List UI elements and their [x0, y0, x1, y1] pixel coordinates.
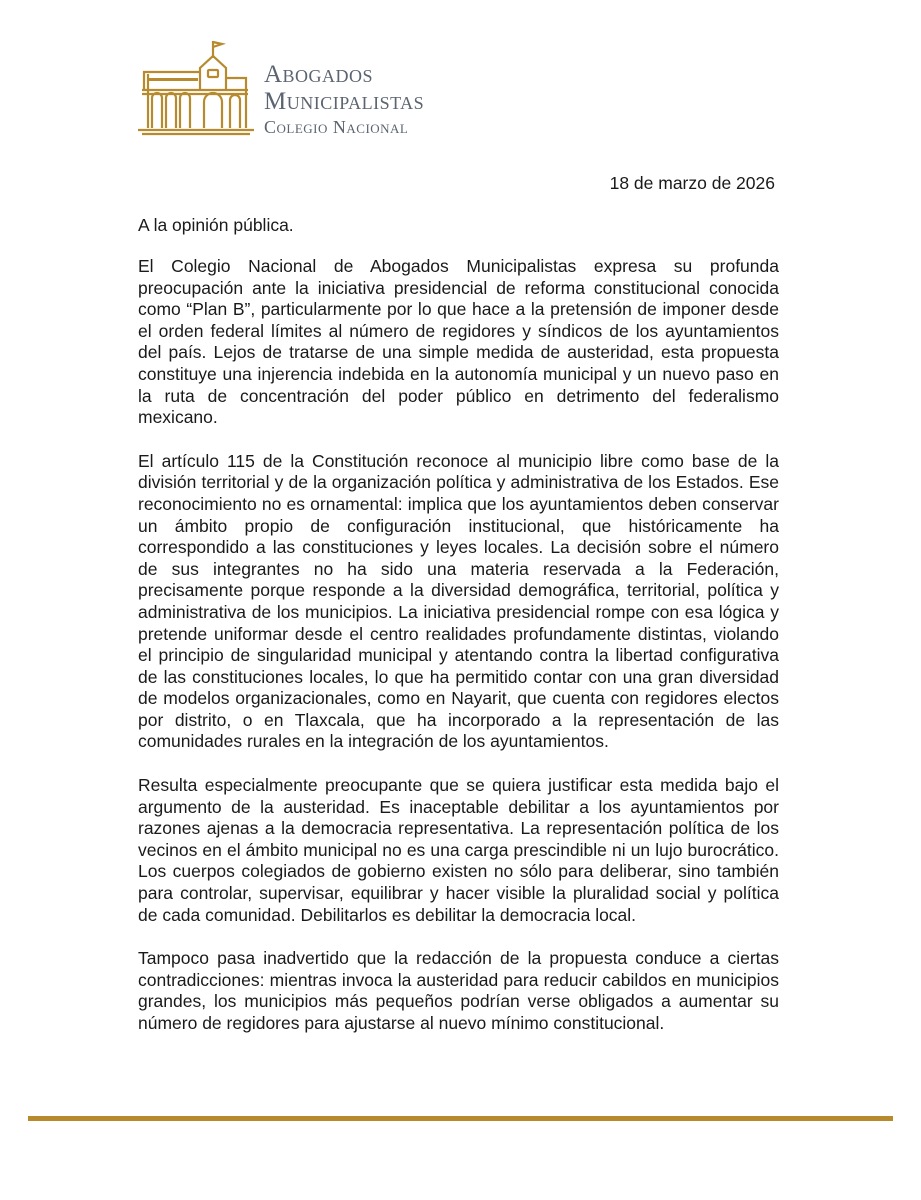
paragraph: El artículo 115 de la Constitución reconoce al municipio libre como base de la división territorial y de la organización política y administrativa de los Estados. Ese reconocimiento no es ornamental: implica que los ayuntamientos deben conservar un ámbito propio de configuración institucional, que históricamente ha correspondido a las constituciones y leyes locales. La decisión sobre el número de sus integrantes no ha sido una materia reservada a la Federación, precisamente porque responde a la diversidad demográfica, territorial, política y administrativa de los municipios. La iniciativa presidencial rompe con esa lógica y pretende uniformar desde el centro realidades profundamente distintas, violando el principio de singularidad municipal y atentando contra la libertad configurativa de las constituciones locales, lo que ha permitido contar con una gran diversidad de modelos organizacionales, como en Nayarit, que cuenta con regidores electos por distrito, o en Tlaxcala, que ha incorporado a la representación de las comunidades rurales en la integración de los ayuntamientos. — [138, 450, 779, 752]
org-name-line3: Colegio Nacional — [264, 117, 409, 137]
organization-name — [264, 62, 424, 136]
org-name-line1: Abogados — [264, 61, 374, 88]
letter-body — [138, 256, 779, 1057]
municipal-building-emblem-icon — [138, 38, 256, 138]
org-name-line2: Municipalistas — [264, 88, 425, 115]
letterhead-logo — [138, 38, 478, 138]
footer-divider — [28, 1116, 893, 1121]
letter-addressee: A la opinión pública. — [138, 215, 294, 235]
paragraph: Tampoco pasa inadvertido que la redacción de la propuesta conduce a ciertas contradicciones: mientras invoca la austeridad para reducir cabildos en municipios grandes, los municipios más pequeños podrían verse obligados a aumentar su número de regidores para ajustarse al nuevo mínimo constitucional. — [138, 948, 779, 1033]
paragraph: Resulta especialmente preocupante que se quiera justificar esta medida bajo el argumento de la austeridad. Es inaceptable debilitar a los ayuntamientos por razones ajenas a la democracia representativa. La representación política de los vecinos en el ámbito municipal no es una carga prescindible ni un lujo burocrático. Los cuerpos colegiados de gobierno existen no sólo para deliberar, sino también para controlar, supervisar, equilibrar y hacer visible la pluralidad social y política de cada comunidad. Debilitarlos es debilitar la democracia local. — [138, 775, 779, 925]
paragraph: El Colegio Nacional de Abogados Municipalistas expresa su profunda preocupación ante la iniciativa presidencial de reforma constitucional conocida como “Plan B”, particularmente por lo que hace a la pretensión de imponer desde el orden federal límites al número de regidores y síndicos de los ayuntamientos del país. Lejos de tratarse de una simple medida de austeridad, esta propuesta constituye una injerencia indebida en la autonomía municipal y un nuevo paso en la ruta de concentración del poder público en detrimento del federalismo mexicano. — [138, 256, 779, 428]
letter-date: 18 de marzo de 2026 — [609, 173, 775, 193]
